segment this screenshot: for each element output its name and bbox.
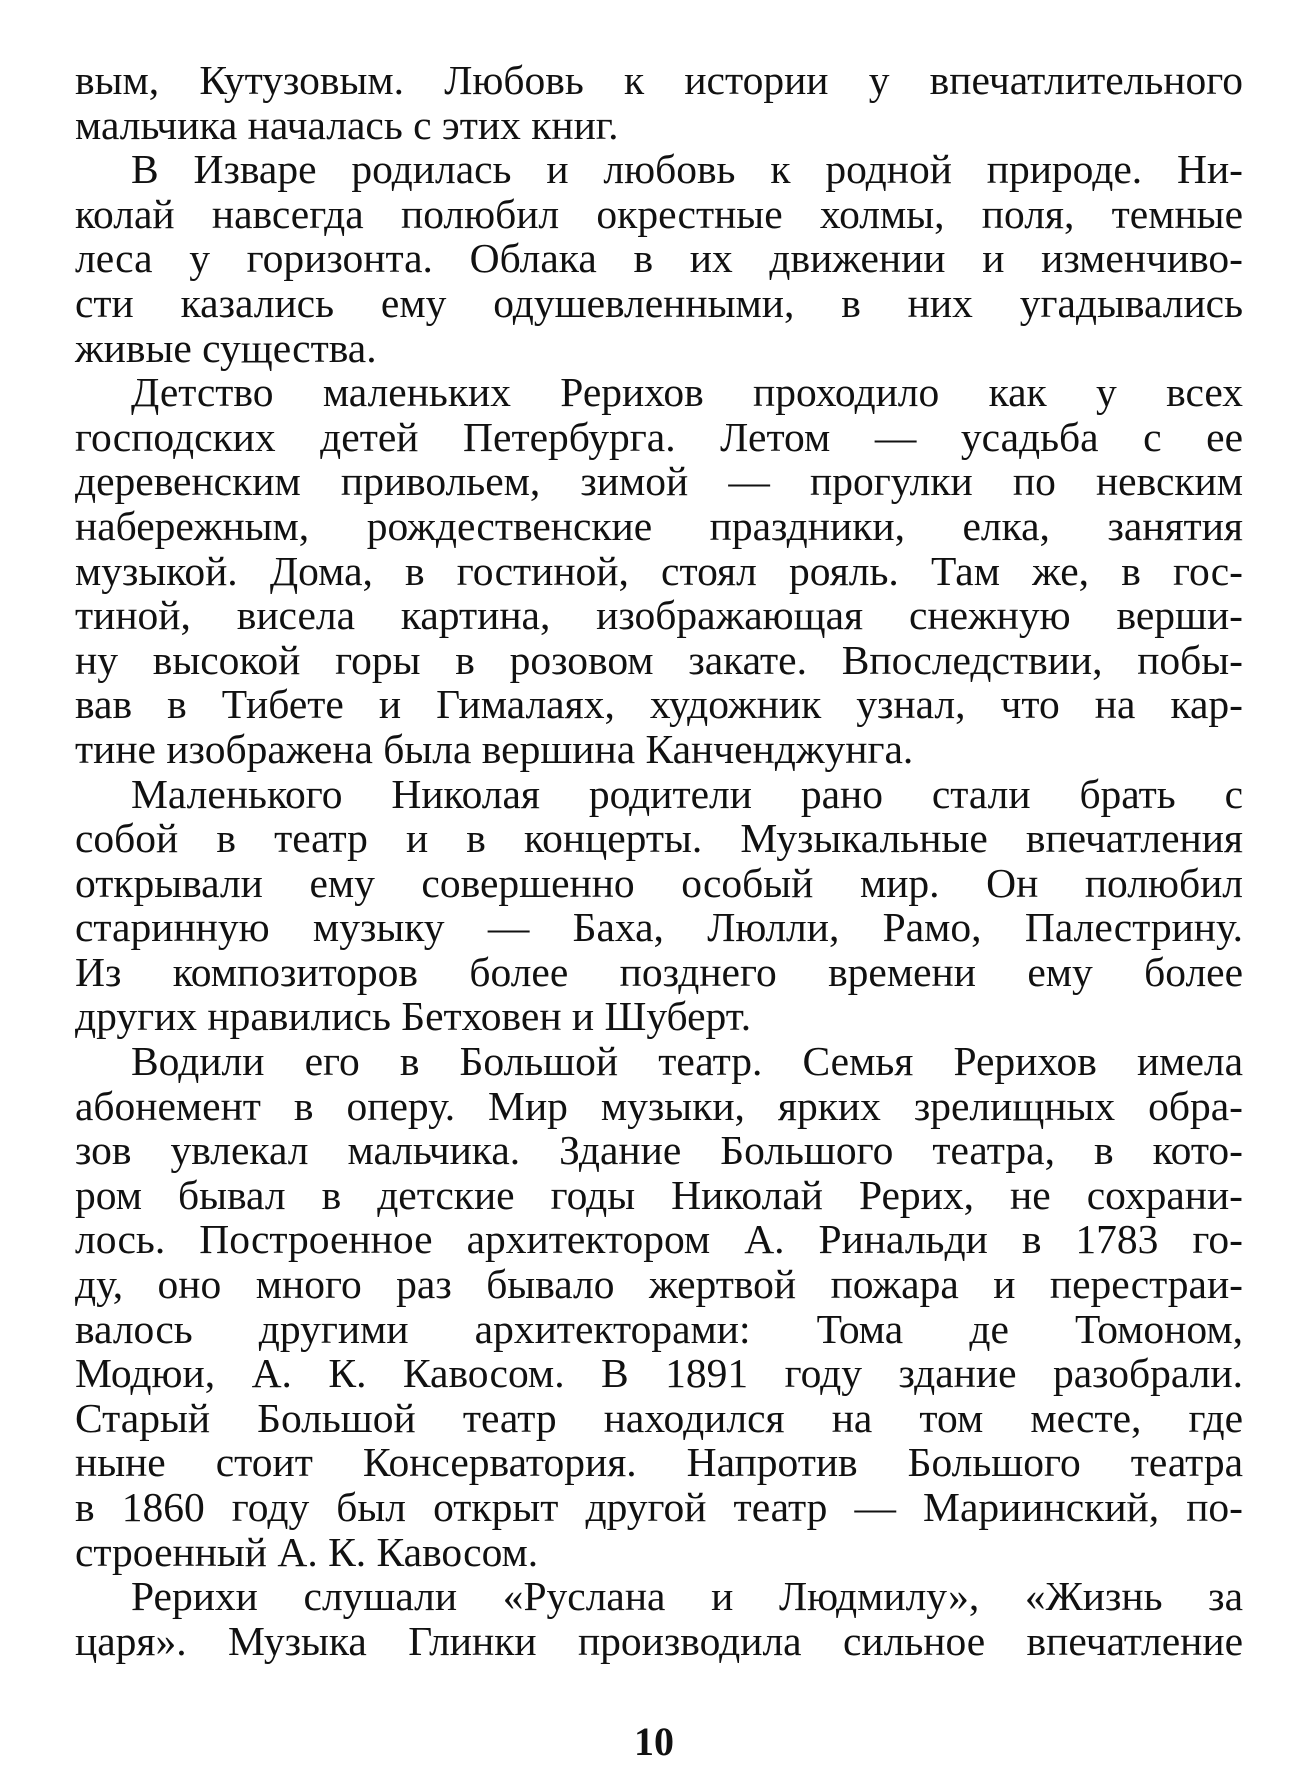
text-line: Модюи, А. К. Кавосом. В 1891 году здание разобрали.	[75, 1350, 1243, 1397]
text-line: вым, Кутузовым. Любовь к истории у впечатлительного	[75, 57, 1243, 103]
text-line: ром бывал в детские годы Николай Рерих, не сохрани-	[75, 1171, 1243, 1218]
text-line: ну высокой горы в розовом закате. Впоследствии, побы-	[75, 636, 1243, 683]
paragraph	[75, 1574, 1243, 1663]
text-line: Водили его в Большой театр. Семья Рерихов имела	[131, 1038, 1243, 1085]
text-line: тиной, висела картина, изображающая снежную верши-	[75, 592, 1243, 639]
text-line: Маленького Николая родители рано стали брать с	[131, 770, 1243, 817]
text-line: зов увлекал мальчика. Здание Большого театра, в кото-	[75, 1127, 1243, 1174]
text-line: открывали ему совершенно особый мир. Он полюбил	[75, 859, 1243, 906]
text-line: сти казались ему одушевленными, в них угадывались	[75, 279, 1243, 326]
text-line: царя». Музыка Глинки производила сильное впечатление	[75, 1617, 1243, 1664]
text-line: старинную музыку — Баха, Люлли, Рамо, Палестрину.	[75, 904, 1243, 951]
text-line: музыкой. Дома, в гостиной, стоял рояль. Там же, в гос-	[75, 547, 1243, 594]
paragraph	[75, 1039, 1243, 1574]
text-line: собой в театр и в концерты. Музыкальные впечатления	[75, 815, 1243, 862]
text-line: деревенским привольем, зимой — прогулки по невским	[75, 458, 1243, 505]
text-line: в 1860 году был открыт другой театр — Мариинский, по-	[75, 1484, 1243, 1530]
text-line: тине изображена была вершина Канченджунга.	[75, 725, 914, 772]
text-line: живые существа.	[75, 324, 377, 371]
text-line: абонемент в оперу. Мир музыки, ярких зрелищных обра-	[75, 1082, 1243, 1129]
paragraph	[75, 58, 1243, 147]
text-line: колай навсегда полюбил окрестные холмы, поля, темные	[75, 190, 1243, 237]
page-number: 10	[634, 1719, 674, 1764]
paragraph	[75, 772, 1243, 1040]
text-line: других нравились Бетховен и Шуберт.	[75, 993, 752, 1040]
paragraph	[75, 370, 1243, 771]
text-line: В Изваре родилась и любовь к родной природе. Ни-	[131, 146, 1243, 193]
text-line: вав в Тибете и Гималаях, художник узнал, что на кар-	[75, 681, 1243, 728]
paragraph	[75, 147, 1243, 370]
text-line: набережным, рождественские праздники, елка, занятия	[75, 502, 1243, 549]
text-line: лось. Построенное архитектором А. Ринальди в 1783 го-	[75, 1216, 1243, 1263]
page-body	[75, 58, 1243, 1663]
text-line: Детство маленьких Рерихов проходило как у всех	[131, 369, 1243, 416]
text-line: Из композиторов более позднего времени ему более	[75, 948, 1243, 995]
text-line: Старый Большой театр находился на том месте, где	[75, 1394, 1243, 1441]
text-line: строенный А. К. Кавосом.	[75, 1528, 539, 1575]
text-line: мальчика началась с этих книг.	[75, 101, 619, 148]
text-line: леса у горизонта. Облака в их движении и изменчиво-	[75, 235, 1243, 282]
text-line: ду, оно много раз бывало жертвой пожара и перестраи-	[75, 1261, 1243, 1308]
text-line: Рерихи слушали «Руслана и Людмилу», «Жизнь за	[131, 1573, 1243, 1620]
text-line: валось другими архитекторами: Тома де Томоном,	[75, 1305, 1243, 1352]
text-line: господских детей Петербурга. Летом — усадьба с ее	[75, 413, 1243, 460]
text-line: ныне стоит Консерватория. Напротив Большого театра	[75, 1439, 1243, 1486]
